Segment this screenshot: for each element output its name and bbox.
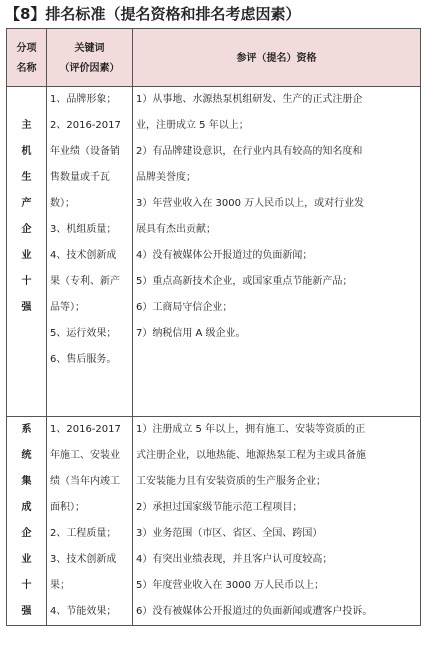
keyword-line: 3、机组质量；: [50, 224, 117, 235]
keyword-line: 1、品牌形象；: [50, 94, 117, 105]
keyword-line: 4、技术创新成: [50, 250, 117, 261]
requirement-line: 式注册企业，以地热能、地源热泵工程为主或具备施: [136, 450, 366, 461]
requirement-line: 5）年度营业收入在 3000 万人民币以上；: [136, 580, 325, 591]
keyword-line: 5、运行效果；: [50, 328, 117, 339]
requirement-line: 3）业务范围（市区、省区、全国、跨国）: [136, 528, 323, 539]
requirement-line: 7）纳税信用 A 级企业。: [136, 328, 246, 339]
category-char: 强: [21, 606, 32, 617]
keyword-line: 6、售后服务。: [50, 354, 117, 365]
requirements-cell: [133, 87, 421, 417]
keyword-line: 面积）；: [50, 502, 85, 513]
header-keywords-line: （评价因素）: [59, 63, 120, 74]
keyword-line: 绩（当年内竣工: [50, 476, 120, 487]
page-title: 【8】排名标准（提名资格和排名考虑因素）: [5, 5, 301, 23]
keyword-line: 2、2016-2017: [50, 120, 121, 131]
keyword-line: 数）；: [50, 198, 75, 209]
keyword-line: 年业绩（设备销: [50, 146, 120, 157]
requirement-line: 展具有杰出贡献；: [136, 224, 216, 235]
category-char: 成: [21, 502, 32, 513]
requirement-line: 4）没有被媒体公开报道过的负面新闻；: [136, 250, 313, 261]
keyword-line: 年施工、安装业: [50, 450, 120, 461]
requirement-line: 2）有品牌建设意识，在行业内具有较高的知名度和: [136, 146, 363, 157]
category-cell: [7, 417, 47, 626]
header-keywords-line: 关键词: [74, 43, 105, 54]
category-char: 集: [21, 476, 32, 487]
requirement-line: 1）从事地、水源热泵机组研发、生产的正式注册企: [136, 94, 363, 105]
category-char: 系: [21, 424, 32, 435]
category-cell: [7, 87, 47, 417]
keyword-line: 1、2016-2017: [50, 424, 121, 435]
category-char: 统: [21, 450, 32, 461]
requirement-line: 1）注册成立 5 年以上，拥有施工、安装等资质的正: [136, 424, 366, 435]
keyword-line: 果（专利、新产: [50, 276, 120, 287]
keywords-cell: [47, 87, 133, 417]
requirement-line: 品牌美誉度；: [136, 172, 196, 183]
requirement-line: 2）承担过国家级节能示范工程项目；: [136, 502, 303, 513]
category-char: 十: [21, 580, 32, 591]
ranking-criteria-table: [6, 28, 421, 626]
category-char: 企: [21, 224, 32, 235]
keyword-line: 品等）；: [50, 302, 85, 313]
category-char: 业: [21, 554, 32, 565]
category-char: 生: [21, 172, 32, 183]
requirement-line: 6）工商局守信企业；: [136, 302, 233, 313]
requirement-line: 业，注册成立 5 年以上；: [136, 120, 249, 131]
category-char: 强: [21, 302, 32, 313]
keyword-line: 售数量或千瓦: [50, 172, 110, 183]
category-char: 十: [21, 276, 32, 287]
keyword-line: 2、工程质量；: [50, 528, 117, 539]
requirements-cell: [133, 417, 421, 626]
table-row: [7, 417, 421, 626]
category-char: 产: [21, 198, 32, 209]
keyword-line: 果；: [50, 580, 70, 591]
requirement-line: 3）年营业收入在 3000 万人民币以上，或对行业发: [136, 198, 365, 209]
table-header-row: [7, 29, 421, 87]
keyword-line: 4、节能效果；: [50, 606, 117, 617]
requirement-line: 4）有突出业绩表现，并且客户认可度较高；: [136, 554, 333, 565]
category-char: 主: [21, 120, 32, 131]
category-char: 业: [21, 250, 32, 261]
requirement-line: 6）没有被媒体公开报道过的负面新闻或遭客户投诉。: [136, 606, 373, 617]
requirement-line: 5）重点高新技术企业，或国家重点节能新产品；: [136, 276, 353, 287]
header-keywords: [47, 29, 133, 87]
header-category: [7, 29, 47, 87]
header-category-line: 分项: [16, 43, 37, 54]
header-category-line: 名称: [16, 63, 37, 74]
keywords-cell: [47, 417, 133, 626]
table-row: [7, 87, 421, 417]
requirement-line: 工安装能力且有安装资质的生产服务企业；: [136, 476, 326, 487]
header-requirements: 参评（提名）资格: [133, 29, 421, 87]
category-char: 企: [21, 528, 32, 539]
category-char: 机: [21, 146, 32, 157]
keyword-line: 3、技术创新成: [50, 554, 117, 565]
